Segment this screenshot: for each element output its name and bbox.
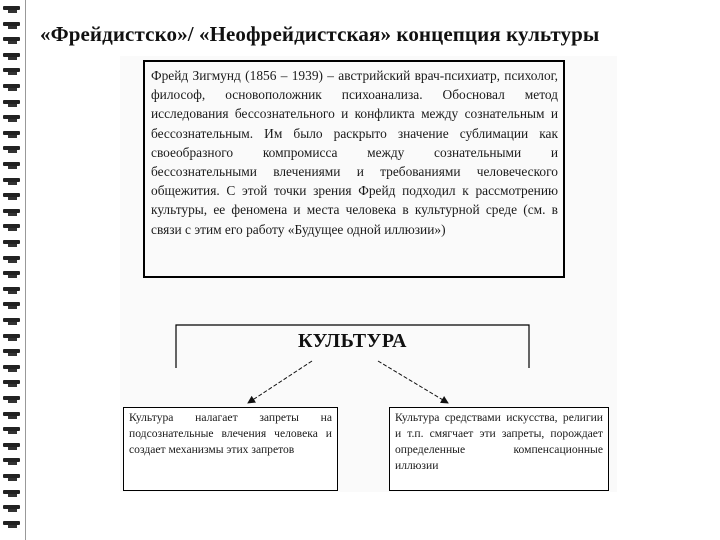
culture-prohibitions-box: Культура налагает запреты на подсознательные влечения человека и создает механизмы этих запретов (123, 407, 338, 491)
culture-compensation-box: Культура средствами искусства, религии и т.п. смягчает эти запреты, порождает определенные компенсационные иллюзии (389, 407, 609, 491)
slide-title: «Фрейдистско»/ «Неофрейдистская» концепция культуры (40, 22, 600, 46)
arrow-to-right-box (378, 361, 448, 403)
freud-info-box: Фрейд Зигмунд (1856 – 1939) – австрийский врач-психиатр, психолог, философ, основоположник психоанализа. Обосновал метод исследования бессознательного и конфликта между сознательным и бессознательным. Им было раскрыто значение сублимации как своеобразного компромисса между сознательными и бессознательными влечениями и требованиями человеческого общежития. С этой точки зрения Фрейд подходил к рассмотрению культуры, ее феномена и места человека в культурной среде (см. в связи с этим его работу «Будущее одной иллюзии») (143, 60, 565, 278)
kultura-label: КУЛЬТУРА (298, 330, 407, 352)
arrow-to-left-box (248, 361, 312, 403)
